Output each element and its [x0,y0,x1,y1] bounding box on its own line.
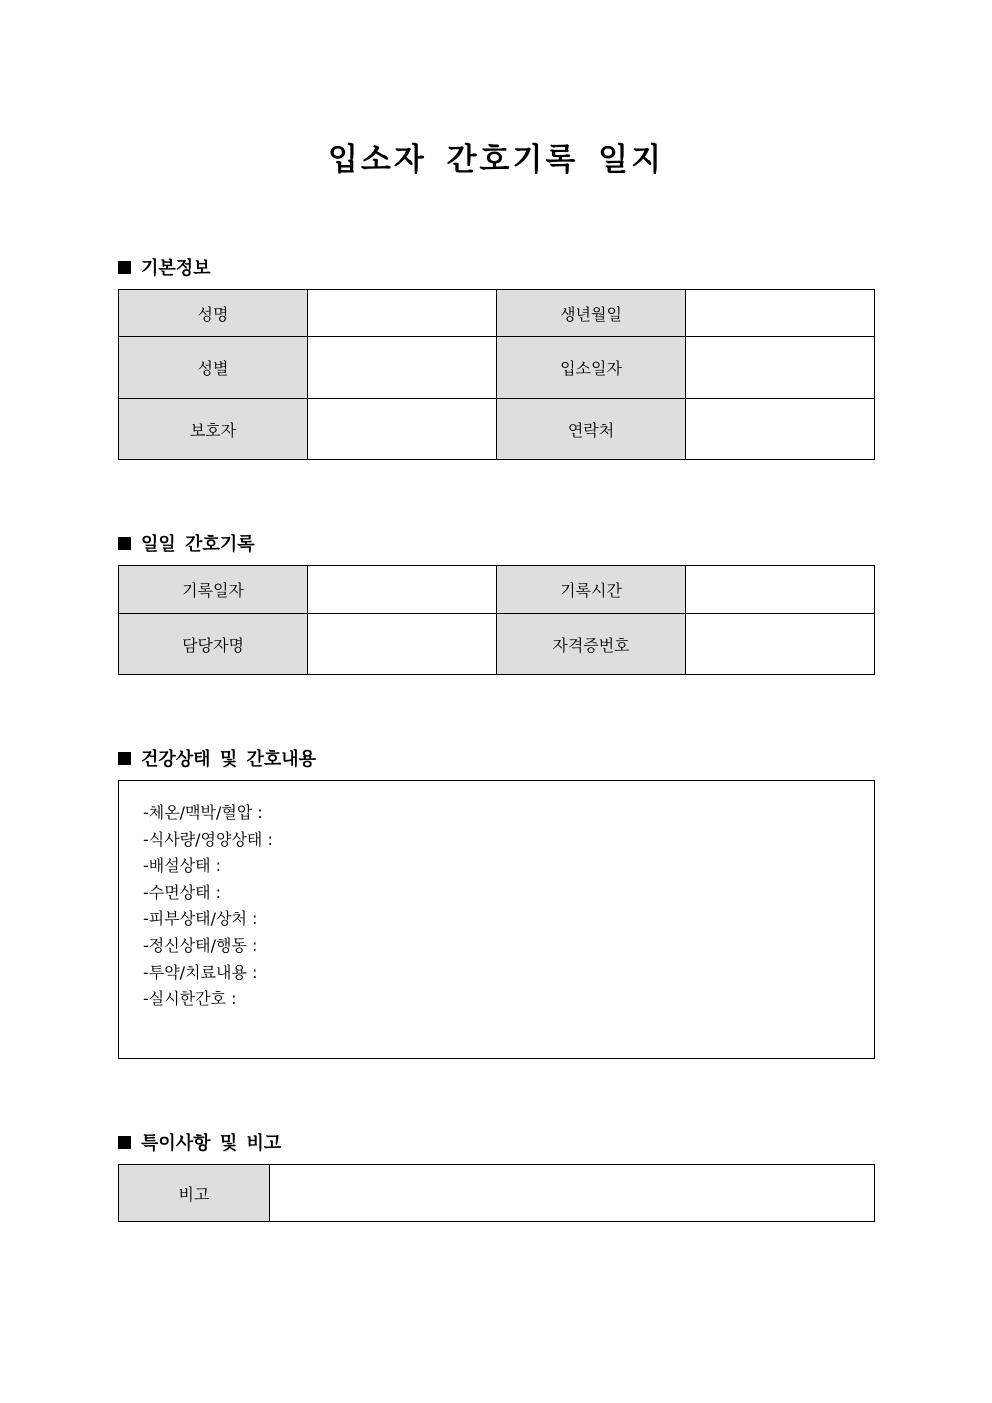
list-item: -수면상태 : [143,882,222,902]
birthdate-label: 생년월일 [497,290,686,337]
section-heading-label: 기본정보 [141,258,211,279]
record-date-field[interactable] [308,566,497,614]
section-heading-basic [118,254,211,280]
record-date-label: 기록일자 [119,566,308,614]
section-heading-label: 일일 간호기록 [141,534,255,555]
section-heading-label: 특이사항 및 비고 [141,1133,282,1154]
remarks-label: 비고 [119,1165,270,1222]
square-bullet-icon [118,752,131,765]
remarks-table [118,1164,875,1222]
table-row [119,566,875,614]
license-number-field[interactable] [686,614,875,675]
contact-label: 연락처 [497,399,686,460]
gender-label: 성별 [119,337,308,399]
staff-name-label: 담당자명 [119,614,308,675]
section-heading-label: 건강상태 및 간호내용 [141,749,317,770]
table-row [119,399,875,460]
contact-field[interactable] [686,399,875,460]
page-title: 입소자 간호기록 일지 [327,142,665,178]
guardian-label: 보호자 [119,399,308,460]
guardian-field[interactable] [308,399,497,460]
gender-field[interactable] [308,337,497,399]
license-number-label: 자격증번호 [497,614,686,675]
health-notes-box[interactable] [118,780,875,1059]
birthdate-field[interactable] [686,290,875,337]
list-item: -배설상태 : [143,856,222,876]
table-row [119,290,875,337]
section-heading-daily [118,530,255,556]
square-bullet-icon [118,1136,131,1149]
section-heading-remarks [118,1129,281,1155]
admission-date-field[interactable] [686,337,875,399]
record-time-field[interactable] [686,566,875,614]
list-item: -체온/맥박/혈압 : [143,803,263,822]
square-bullet-icon [118,537,131,550]
list-item: -실시한간호 : [143,989,237,1009]
basic-info-table [118,289,875,460]
table-row [119,337,875,399]
table-row [119,1165,875,1222]
list-item: -투약/치료내용 : [143,962,258,982]
section-heading-health [118,745,316,771]
name-field[interactable] [308,290,497,337]
health-checklist [119,781,874,1013]
list-item: -피부상태/상처 : [143,909,258,929]
record-time-label: 기록시간 [497,566,686,614]
remarks-field[interactable] [270,1165,875,1222]
staff-name-field[interactable] [308,614,497,675]
admission-date-label: 입소일자 [497,337,686,399]
list-item: -정신상태/행동 : [143,935,258,955]
daily-record-table [118,565,875,675]
square-bullet-icon [118,261,131,274]
name-label: 성명 [119,290,308,337]
list-item: -식사량/영양상태 : [143,829,273,849]
table-row [119,614,875,675]
